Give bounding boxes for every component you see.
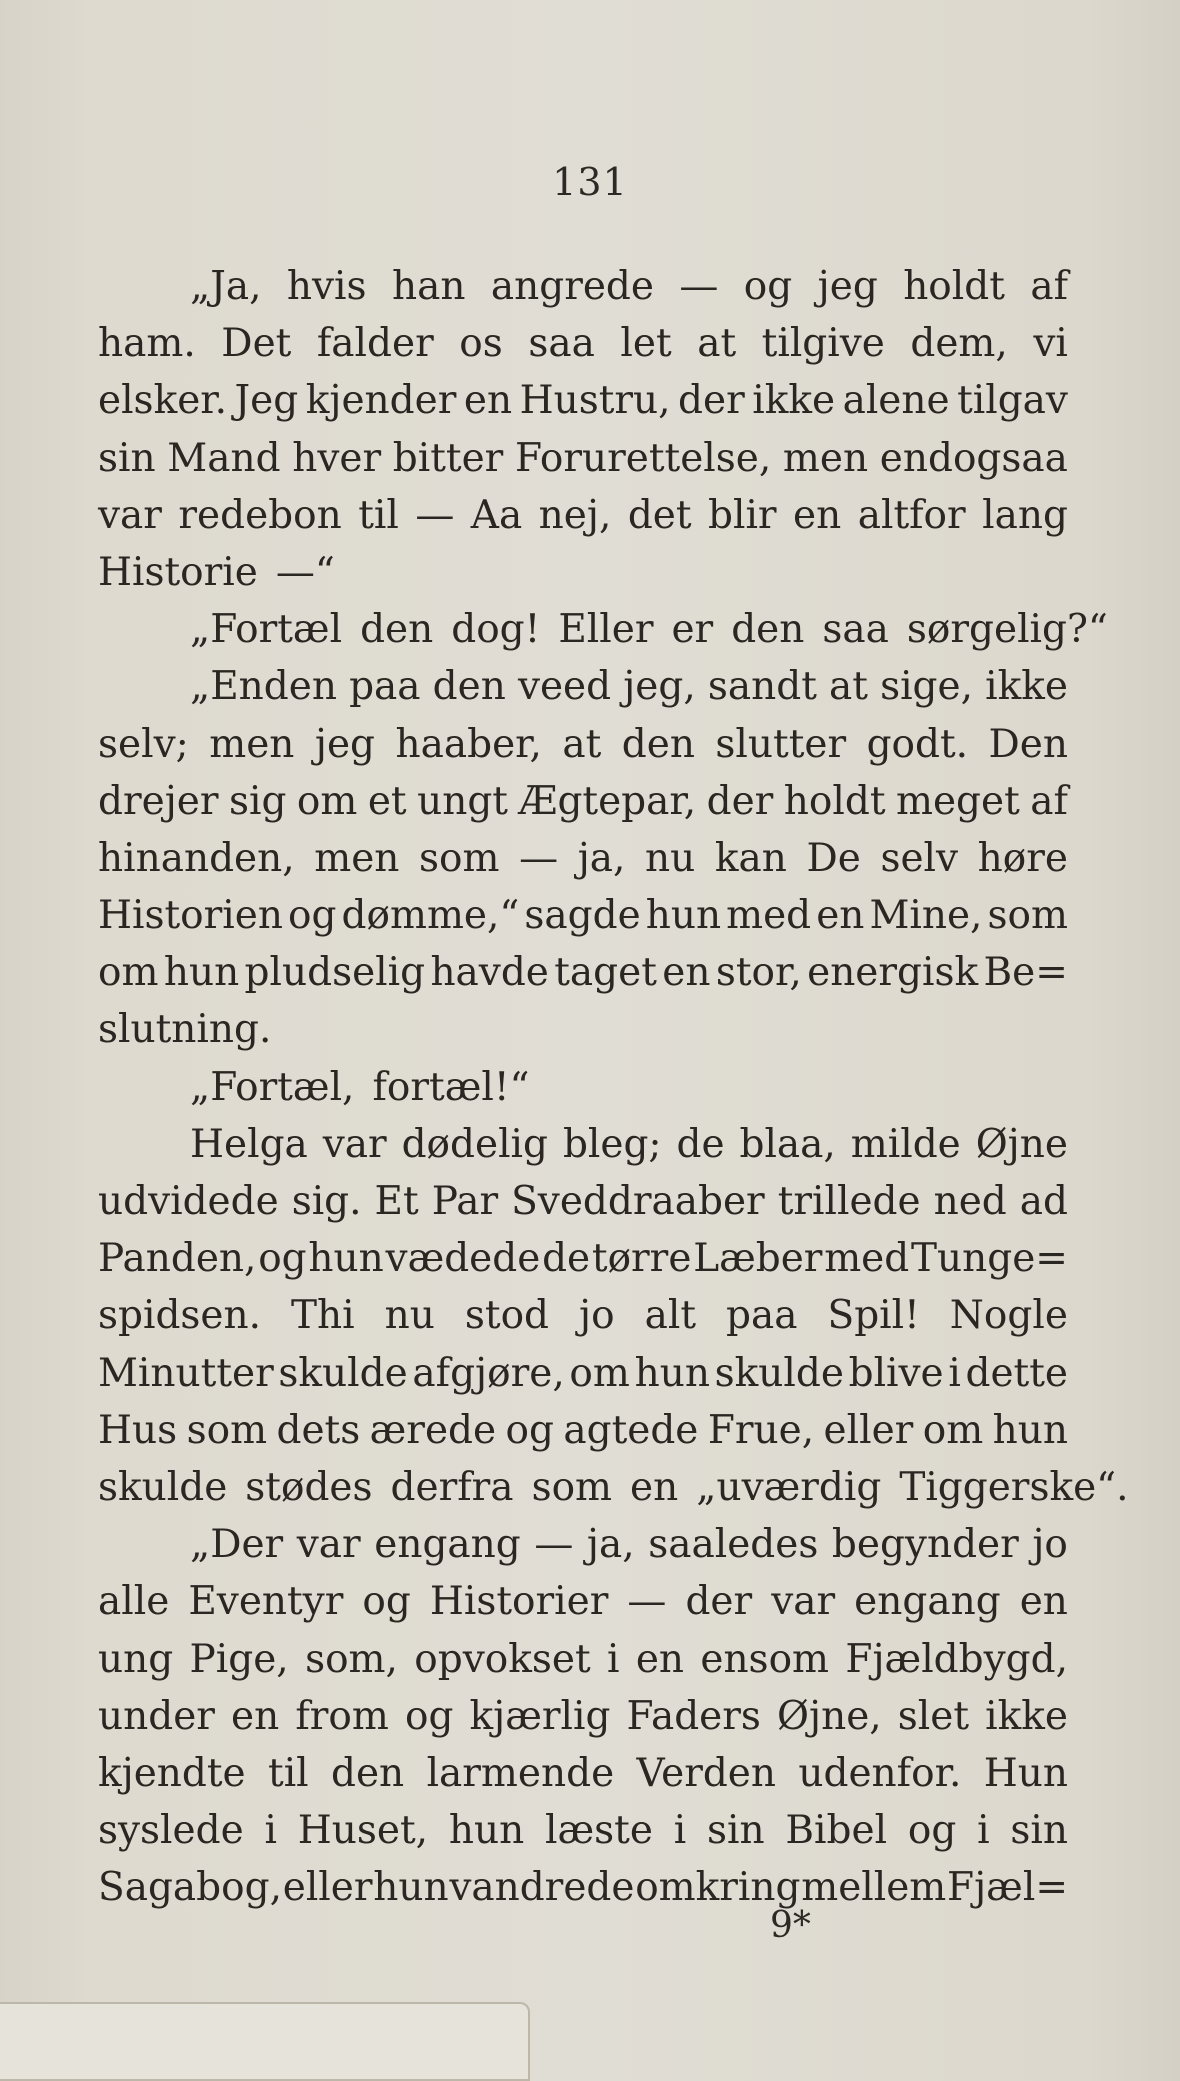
- word: dets: [276, 1407, 361, 1453]
- word: eller: [282, 1865, 373, 1911]
- word: ad: [1019, 1179, 1068, 1224]
- word: kan: [714, 835, 787, 881]
- word: nu: [384, 1293, 435, 1339]
- word: Bibel: [785, 1808, 888, 1854]
- word: sige,: [880, 664, 973, 710]
- word: der: [706, 778, 774, 824]
- word: blive: [848, 1350, 944, 1396]
- text-line: [98, 601, 1108, 658]
- word: Par: [431, 1179, 499, 1224]
- word: Mand: [167, 435, 281, 481]
- word: men: [314, 835, 400, 881]
- word: jeg: [314, 721, 376, 767]
- word: de: [542, 1236, 591, 1282]
- word: hun: [992, 1407, 1068, 1453]
- word: Forurettelse,: [514, 435, 772, 481]
- word: angrede: [490, 264, 654, 309]
- word: ham.: [98, 321, 196, 367]
- paper-slip: [0, 2002, 530, 2081]
- word: sig: [228, 778, 287, 824]
- word: med: [824, 1236, 910, 1282]
- word: kjærlig: [469, 1693, 611, 1739]
- word: Hun: [983, 1750, 1068, 1796]
- word: Læber: [693, 1236, 823, 1282]
- word: ikke: [752, 378, 836, 424]
- word: lang: [982, 492, 1068, 538]
- word: omkring: [635, 1865, 801, 1911]
- word: „uværdig: [696, 1464, 882, 1510]
- word: som: [186, 1407, 268, 1453]
- text-line: [98, 430, 1068, 487]
- word: Øjne: [975, 1121, 1068, 1167]
- text-line: [98, 315, 1068, 372]
- word: milde: [850, 1121, 961, 1167]
- word: Spil!: [827, 1293, 920, 1339]
- word: energisk: [807, 950, 979, 996]
- word: dødelig: [401, 1121, 548, 1167]
- word: havde: [430, 950, 549, 996]
- word: Be=: [983, 950, 1068, 996]
- word: saa: [822, 607, 889, 653]
- word: „Enden: [190, 664, 337, 710]
- word: der: [685, 1579, 753, 1625]
- word: ned: [933, 1179, 1007, 1224]
- word: selv: [880, 835, 959, 881]
- word: han: [391, 264, 466, 309]
- word: Huset,: [297, 1808, 429, 1854]
- word: fortæl!“: [372, 1064, 530, 1110]
- word: let: [620, 321, 672, 367]
- text-line: [98, 944, 1068, 1001]
- word: Aa: [470, 492, 523, 538]
- word: men: [782, 435, 869, 481]
- text-line: [98, 773, 1068, 830]
- word: Pige,: [189, 1636, 289, 1682]
- word: vandrede: [449, 1865, 635, 1911]
- word: veed: [517, 664, 612, 710]
- word: tilgive: [761, 321, 885, 367]
- word: falder: [316, 321, 434, 367]
- word: at: [829, 664, 868, 710]
- word: en: [635, 1636, 685, 1682]
- word: var: [771, 1579, 836, 1625]
- word: tilgav: [957, 378, 1068, 424]
- word: ja,: [586, 1522, 635, 1568]
- word: —: [679, 264, 719, 309]
- text-line: [98, 544, 1068, 601]
- text-line: [98, 372, 1068, 429]
- word: holdt: [783, 778, 886, 824]
- word: som,: [305, 1636, 398, 1682]
- word: under: [98, 1693, 215, 1739]
- word: endogsaa: [879, 435, 1068, 481]
- word: spidsen.: [98, 1293, 262, 1339]
- word: om: [296, 778, 358, 824]
- word: en: [793, 492, 842, 538]
- word: alt: [644, 1293, 697, 1339]
- word: er: [671, 607, 714, 653]
- word: men: [209, 721, 295, 767]
- word: nu: [645, 835, 696, 881]
- word: syslede: [98, 1808, 244, 1854]
- word: og: [404, 1693, 454, 1739]
- text-line: [98, 716, 1068, 773]
- word: „Ja,: [190, 264, 262, 309]
- word: Faders: [626, 1693, 761, 1739]
- word: Det: [221, 321, 292, 367]
- word: afgjøre,: [412, 1350, 565, 1396]
- word: ung: [98, 1636, 174, 1682]
- word: om: [98, 950, 159, 996]
- word: hun: [163, 950, 240, 996]
- word: begynder: [831, 1522, 1019, 1568]
- word: et: [367, 778, 407, 824]
- word: —“: [275, 549, 335, 595]
- word: ikke: [985, 1693, 1068, 1739]
- word: stor,: [715, 950, 802, 996]
- signature-mark: 9*: [770, 1905, 811, 1946]
- text-line: [98, 887, 1068, 944]
- word: sørgelig?“: [906, 607, 1108, 653]
- word: from: [295, 1693, 389, 1739]
- word: sagde: [524, 893, 641, 939]
- word: Helga: [190, 1121, 308, 1167]
- word: ja,: [577, 835, 626, 881]
- text-line: [98, 1516, 1068, 1573]
- word: nej,: [538, 492, 612, 538]
- word: Historier: [429, 1579, 609, 1625]
- word: stod: [464, 1293, 550, 1339]
- word: holdt: [903, 264, 1005, 309]
- word: „Fortæl: [190, 607, 343, 653]
- word: udenfor.: [798, 1750, 962, 1796]
- text-line: [98, 1573, 1068, 1630]
- word: Tunge=: [911, 1236, 1068, 1282]
- word: Panden,: [98, 1236, 257, 1282]
- text-line: [98, 658, 1068, 715]
- word: at: [562, 721, 602, 767]
- word: —: [534, 1522, 574, 1568]
- word: slutter: [715, 721, 847, 767]
- word: Fjæl=: [947, 1865, 1068, 1911]
- text-line: [98, 1688, 1068, 1745]
- word: pludselig: [244, 950, 426, 996]
- word: larmende: [426, 1750, 615, 1796]
- text-line: [98, 1402, 1068, 1459]
- word: blir: [708, 492, 777, 538]
- word: Tiggerske“.: [899, 1464, 1129, 1510]
- word: Sagabog,: [98, 1865, 282, 1911]
- word: trillede: [777, 1179, 921, 1224]
- text-line: [98, 1116, 1068, 1173]
- word: som: [987, 893, 1068, 939]
- word: den: [432, 664, 506, 710]
- word: derfra: [390, 1464, 514, 1510]
- word: Sveddraaber: [511, 1179, 765, 1224]
- word: hinanden,: [98, 835, 295, 881]
- word: altfor: [857, 492, 966, 538]
- word: var: [98, 492, 162, 538]
- text-line: [98, 1802, 1068, 1859]
- word: om: [922, 1407, 984, 1453]
- word: slet: [897, 1693, 970, 1739]
- text-line: [98, 1230, 1068, 1287]
- word: Et: [374, 1179, 419, 1224]
- word: en: [463, 378, 513, 424]
- word: Hus: [98, 1407, 178, 1453]
- word: Ægtepar,: [518, 778, 697, 824]
- word: en: [816, 893, 865, 939]
- word: Historien: [98, 893, 283, 939]
- word: hun: [448, 1808, 525, 1854]
- text-line: [98, 830, 1068, 887]
- word: og: [258, 1236, 307, 1282]
- word: Den: [988, 721, 1068, 767]
- word: vi: [1033, 321, 1068, 367]
- word: stødes: [245, 1464, 373, 1510]
- word: at: [697, 321, 737, 367]
- word: dog!: [451, 607, 541, 653]
- text-line: [98, 1059, 1068, 1116]
- word: paa: [726, 1293, 798, 1339]
- word: hun: [373, 1865, 449, 1911]
- word: en: [231, 1693, 280, 1739]
- word: Historie: [98, 549, 258, 595]
- word: selv;: [98, 721, 189, 767]
- text-line: [98, 1287, 1068, 1344]
- word: den: [360, 607, 434, 653]
- word: taget: [554, 950, 657, 996]
- word: en: [662, 950, 711, 996]
- word: af: [1030, 264, 1068, 309]
- word: Eller: [558, 607, 654, 653]
- word: en: [630, 1464, 679, 1510]
- word: sin: [706, 1808, 765, 1854]
- word: Nogle: [949, 1293, 1068, 1339]
- word: alle: [98, 1579, 170, 1625]
- word: til: [268, 1750, 309, 1796]
- word: alene: [842, 378, 950, 424]
- word: hun: [308, 1236, 384, 1282]
- word: ensom: [700, 1636, 830, 1682]
- word: og: [362, 1579, 411, 1625]
- word: hvis: [286, 264, 367, 309]
- word: høre: [977, 835, 1068, 881]
- word: i: [264, 1808, 277, 1854]
- word: godt.: [866, 721, 969, 767]
- word: saaledes: [648, 1522, 819, 1568]
- word: eller: [823, 1407, 914, 1453]
- word: Fjældbygd,: [845, 1636, 1068, 1682]
- word: den: [731, 607, 805, 653]
- word: jo: [1032, 1522, 1068, 1568]
- word: skulde: [98, 1464, 228, 1510]
- page-number: 131: [552, 160, 628, 204]
- word: i: [606, 1636, 620, 1682]
- word: paa: [349, 664, 421, 710]
- word: Øjne,: [777, 1693, 882, 1739]
- word: som: [531, 1464, 613, 1510]
- word: hun: [645, 893, 722, 939]
- word: bitter: [392, 435, 504, 481]
- word: i: [948, 1350, 961, 1396]
- word: os: [459, 321, 503, 367]
- word: haaber,: [395, 721, 542, 767]
- word: Eventyr: [188, 1579, 344, 1625]
- word: blaa,: [739, 1121, 836, 1167]
- text-line: [98, 1859, 1068, 1916]
- word: redebon: [178, 492, 342, 538]
- text-line: [98, 258, 1068, 315]
- text-line: [98, 1459, 1129, 1516]
- word: om: [569, 1350, 630, 1396]
- word: meget: [895, 778, 1020, 824]
- text-line: [98, 1001, 1068, 1058]
- word: i: [977, 1808, 990, 1854]
- word: dette: [965, 1350, 1068, 1396]
- word: med: [726, 893, 812, 939]
- word: —: [519, 835, 559, 881]
- word: Minutter: [98, 1350, 274, 1396]
- word: drejer: [98, 778, 219, 824]
- text-line: [98, 1173, 1068, 1230]
- word: ungt: [417, 778, 508, 824]
- word: sandt: [707, 664, 817, 710]
- word: saa: [528, 321, 595, 367]
- word: sig.: [291, 1179, 362, 1224]
- word: skulde: [278, 1350, 408, 1396]
- word: agtede: [563, 1407, 699, 1453]
- word: der: [678, 378, 745, 424]
- word: skulde: [714, 1350, 844, 1396]
- word: Frue,: [707, 1407, 815, 1453]
- word: hun: [634, 1350, 710, 1396]
- word: bleg;: [562, 1121, 662, 1167]
- word: de: [676, 1121, 725, 1167]
- word: og: [743, 264, 793, 309]
- word: tørre: [591, 1236, 692, 1282]
- word: kjender: [305, 378, 457, 424]
- word: engang: [854, 1579, 1001, 1625]
- word: sin: [1010, 1808, 1068, 1854]
- body-text: [98, 258, 1129, 1916]
- word: udvidede: [98, 1179, 279, 1224]
- word: elsker.: [98, 378, 228, 424]
- word: en: [1019, 1579, 1068, 1625]
- word: i: [673, 1808, 687, 1854]
- word: ikke: [985, 664, 1068, 710]
- word: jeg: [817, 264, 878, 309]
- word: sin: [98, 435, 156, 481]
- word: Jeg: [234, 378, 299, 424]
- word: og: [505, 1407, 554, 1453]
- text-line: [98, 1345, 1068, 1402]
- word: af: [1030, 778, 1068, 824]
- word: vædede: [385, 1236, 541, 1282]
- word: som: [419, 835, 500, 881]
- word: til: [358, 492, 399, 538]
- word: dømme,“: [341, 893, 520, 939]
- word: hver: [292, 435, 382, 481]
- text-line: [98, 1745, 1068, 1802]
- word: Mine,: [869, 893, 983, 939]
- word: jeg,: [623, 664, 696, 710]
- word: slutning.: [98, 1007, 272, 1053]
- word: kjendte: [98, 1750, 246, 1796]
- word: Verden: [636, 1750, 777, 1796]
- word: Thi: [291, 1293, 355, 1339]
- word: „Fortæl,: [190, 1064, 355, 1110]
- word: ærede: [369, 1407, 497, 1453]
- word: —: [627, 1579, 667, 1625]
- word: og: [288, 893, 337, 939]
- word: Hustru,: [519, 378, 671, 424]
- text-line: [98, 487, 1068, 544]
- word: opvokset: [414, 1636, 591, 1682]
- word: mellem: [801, 1865, 947, 1911]
- text-line: [98, 1631, 1068, 1688]
- word: den: [621, 721, 695, 767]
- word: engang: [374, 1522, 521, 1568]
- word: og: [907, 1808, 957, 1854]
- word: var: [296, 1522, 361, 1568]
- word: jo: [579, 1293, 615, 1339]
- word: det: [627, 492, 692, 538]
- word: —: [415, 492, 455, 538]
- word: „Der: [190, 1522, 284, 1568]
- word: dem,: [910, 321, 1008, 367]
- word: den: [331, 1750, 405, 1796]
- word: var: [322, 1121, 387, 1167]
- word: læste: [545, 1808, 653, 1854]
- word: De: [806, 835, 861, 881]
